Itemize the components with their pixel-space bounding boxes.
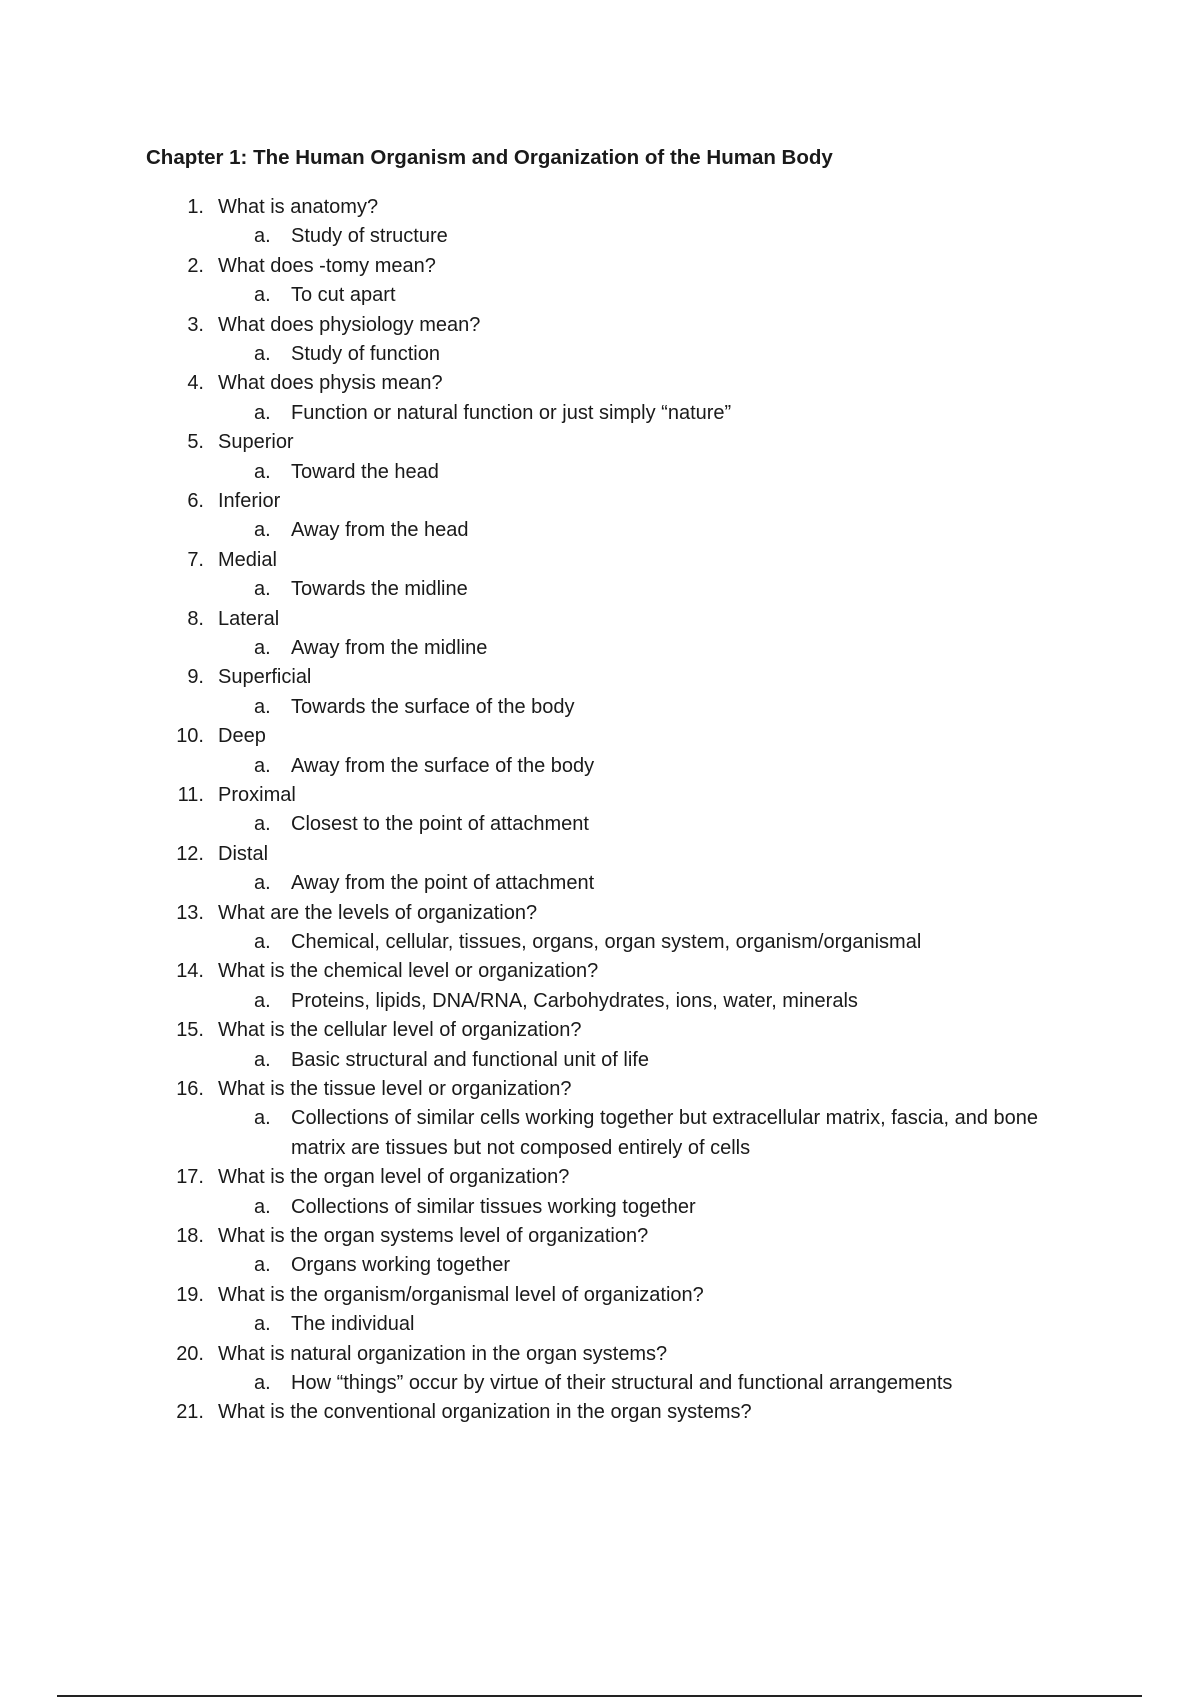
answer-text: Chemical, cellular, tissues, organs, organ system, organism/organismal <box>291 930 922 953</box>
answer-marker: a. <box>254 872 271 895</box>
question-item <box>0 840 1200 899</box>
question-row <box>0 1075 1200 1104</box>
question-number: 6. <box>187 489 204 512</box>
question-text: What is natural organization in the organ systems? <box>218 1342 668 1365</box>
question-row <box>0 252 1200 281</box>
answer-marker: a. <box>254 1313 271 1336</box>
answer-marker: a. <box>254 284 271 307</box>
question-text: What are the levels of organization? <box>218 901 538 924</box>
question-number: 18. <box>176 1224 204 1247</box>
question-text: Lateral <box>218 607 280 630</box>
question-item <box>0 1281 1200 1340</box>
question-row <box>0 1340 1200 1369</box>
question-text: What is the organism/organismal level of organization? <box>218 1283 704 1306</box>
question-number: 9. <box>187 666 204 689</box>
question-item <box>0 487 1200 546</box>
answer-marker: a. <box>254 754 271 777</box>
question-row <box>0 369 1200 398</box>
answer-row <box>0 1369 1200 1398</box>
question-item <box>0 605 1200 664</box>
answer-text: Towards the surface of the body <box>291 695 575 718</box>
question-row <box>0 487 1200 516</box>
answer-text: Away from the midline <box>291 636 488 659</box>
question-row <box>0 428 1200 457</box>
answer-marker: a. <box>254 225 271 248</box>
question-item <box>0 428 1200 487</box>
question-item <box>0 1222 1200 1281</box>
question-row <box>0 722 1200 751</box>
question-number: 21. <box>176 1401 204 1424</box>
question-item <box>0 663 1200 722</box>
question-item <box>0 1163 1200 1222</box>
answer-text: Collections of similar tissues working together <box>291 1195 696 1218</box>
question-row <box>0 605 1200 634</box>
question-text: Deep <box>218 725 266 748</box>
question-text: Superficial <box>218 666 312 689</box>
answer-text: Function or natural function or just simply “nature” <box>291 401 732 424</box>
answer-marker: a. <box>254 930 271 953</box>
question-row <box>0 193 1200 222</box>
question-text: What is the chemical level or organization? <box>218 960 599 983</box>
question-number: 20. <box>176 1342 204 1365</box>
question-item <box>0 311 1200 370</box>
answer-marker: a. <box>254 1107 271 1130</box>
answer-marker: a. <box>254 813 271 836</box>
question-text: Distal <box>218 842 269 865</box>
question-number: 8. <box>187 607 204 630</box>
chapter-title: Chapter 1: The Human Organism and Organization of the Human Body <box>146 146 833 169</box>
answer-text: Towards the midline <box>291 578 468 601</box>
answer-row <box>0 340 1200 369</box>
question-item <box>0 1398 1200 1427</box>
answer-text: Toward the head <box>291 460 439 483</box>
answer-row <box>0 575 1200 604</box>
question-number: 11. <box>177 783 204 806</box>
question-item <box>0 1340 1200 1399</box>
question-text: What is the tissue level or organization? <box>218 1077 572 1100</box>
answer-text: Study of function <box>291 342 440 365</box>
answer-row <box>0 399 1200 428</box>
question-row <box>0 1281 1200 1310</box>
question-number: 17. <box>176 1166 204 1189</box>
question-row <box>0 781 1200 810</box>
answer-marker: a. <box>254 636 271 659</box>
answer-text: Away from the head <box>291 519 469 542</box>
answer-marker: a. <box>254 460 271 483</box>
question-item <box>0 369 1200 428</box>
answer-row <box>0 1310 1200 1339</box>
question-list <box>0 193 1200 1428</box>
question-number: 16. <box>176 1077 204 1100</box>
question-text: What is the organ level of organization? <box>218 1166 570 1189</box>
question-number: 14. <box>176 960 204 983</box>
answer-row <box>0 810 1200 839</box>
question-number: 5. <box>187 431 204 454</box>
question-row <box>0 546 1200 575</box>
question-text: What is anatomy? <box>218 196 379 218</box>
answer-marker: a. <box>254 401 271 424</box>
answer-row <box>0 1193 1200 1222</box>
answer-row <box>0 1104 1200 1163</box>
answer-row <box>0 458 1200 487</box>
answer-text: Away from the surface of the body <box>291 754 595 777</box>
question-text: Superior <box>218 431 294 454</box>
question-text: What does physiology mean? <box>218 313 481 336</box>
question-row <box>0 1222 1200 1251</box>
question-number: 19. <box>176 1283 204 1306</box>
answer-text: The individual <box>291 1313 415 1336</box>
answer-row <box>0 281 1200 310</box>
answer-text: How “things” occur by virtue of their structural and functional arrangements <box>291 1371 953 1394</box>
answer-marker: a. <box>254 1371 271 1394</box>
question-text: Proximal <box>218 783 296 806</box>
answer-text: To cut apart <box>291 284 396 307</box>
question-row <box>0 899 1200 928</box>
question-item <box>0 1016 1200 1075</box>
answer-text: Proteins, lipids, DNA/RNA, Carbohydrates, ions, water, minerals <box>291 989 858 1012</box>
question-item <box>0 957 1200 1016</box>
question-text: What is the organ systems level of organization? <box>218 1224 649 1247</box>
answer-row <box>0 634 1200 663</box>
question-row <box>0 840 1200 869</box>
answer-marker: a. <box>254 342 271 365</box>
question-item <box>0 546 1200 605</box>
question-row <box>0 957 1200 986</box>
question-row <box>0 1163 1200 1192</box>
question-item <box>0 193 1200 252</box>
question-number: 13. <box>176 901 204 924</box>
answer-marker: a. <box>254 989 271 1012</box>
answer-text: Study of structure <box>291 225 448 248</box>
answer-row <box>0 1251 1200 1280</box>
answer-text: Organs working together <box>291 1254 511 1277</box>
question-text: What does physis mean? <box>218 372 443 395</box>
question-text: What does -tomy mean? <box>218 254 436 277</box>
question-text: Medial <box>218 548 277 571</box>
question-text: What is the cellular level of organization? <box>218 1019 582 1042</box>
answer-row <box>0 1046 1200 1075</box>
question-item <box>0 722 1200 781</box>
question-row <box>0 311 1200 340</box>
question-number: 1. <box>187 196 204 218</box>
question-text: What is the conventional organization in the organ systems? <box>218 1401 752 1424</box>
answer-text: Closest to the point of attachment <box>291 813 589 836</box>
question-item <box>0 252 1200 311</box>
answer-marker: a. <box>254 1195 271 1218</box>
answer-text: Collections of similar cells working together but extracellular matrix, fascia, and bone matrix are tissues but not composed entirely of cells <box>291 1107 1039 1159</box>
question-row <box>0 663 1200 692</box>
question-number: 2. <box>187 254 204 277</box>
question-item <box>0 1075 1200 1163</box>
answer-marker: a. <box>254 519 271 542</box>
question-row <box>0 1016 1200 1045</box>
question-number: 3. <box>187 313 204 336</box>
question-number: 12. <box>176 842 204 865</box>
question-row <box>0 1398 1200 1427</box>
question-item <box>0 781 1200 840</box>
answer-row <box>0 752 1200 781</box>
question-number: 10. <box>176 725 204 748</box>
answer-text: Away from the point of attachment <box>291 872 595 895</box>
question-number: 7. <box>187 548 204 571</box>
question-item <box>0 899 1200 958</box>
answer-row <box>0 222 1200 251</box>
answer-marker: a. <box>254 1254 271 1277</box>
question-number: 15. <box>176 1019 204 1042</box>
answer-row <box>0 693 1200 722</box>
answer-row <box>0 869 1200 898</box>
answer-row <box>0 516 1200 545</box>
answer-text: Basic structural and functional unit of life <box>291 1048 649 1071</box>
answer-row <box>0 987 1200 1016</box>
answer-row <box>0 928 1200 957</box>
footer-rule <box>57 1695 1142 1697</box>
answer-marker: a. <box>254 695 271 718</box>
question-number: 4. <box>187 372 204 395</box>
answer-marker: a. <box>254 1048 271 1071</box>
answer-marker: a. <box>254 578 271 601</box>
question-text: Inferior <box>218 489 281 512</box>
